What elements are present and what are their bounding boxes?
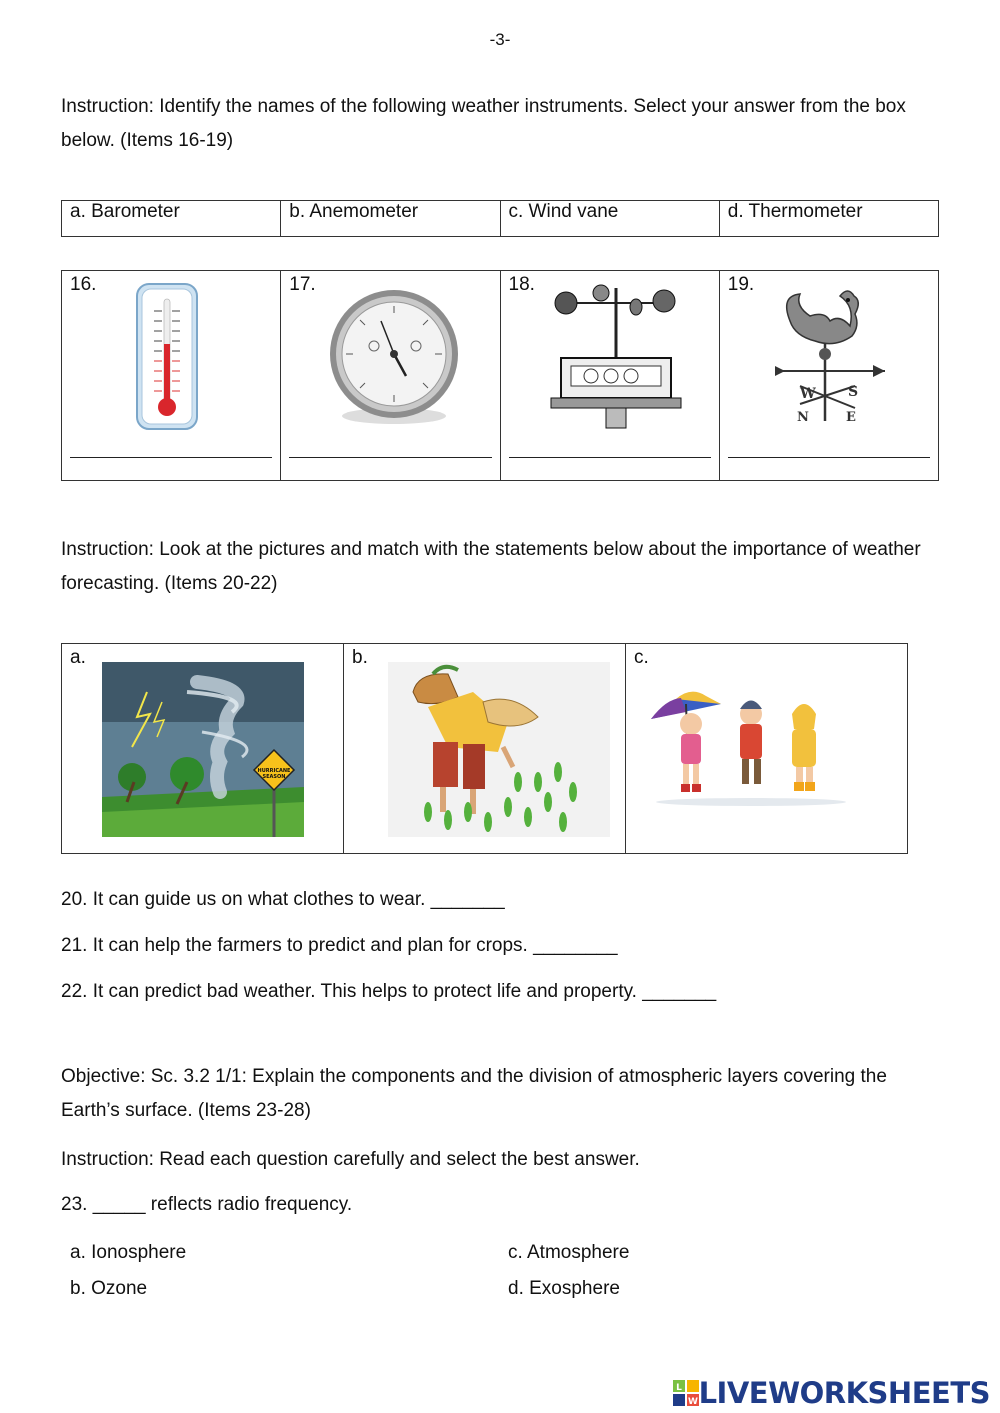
liveworksheets-logo xyxy=(673,1378,990,1408)
picture-label: b. xyxy=(352,647,368,668)
item-number: 16. xyxy=(70,274,97,295)
liveworksheets-logo-icon xyxy=(673,1380,699,1406)
anemometer-icon xyxy=(546,283,686,433)
svg-text:W: W xyxy=(799,386,816,402)
question-23: 23. _____ reflects radio frequency. xyxy=(61,1194,353,1215)
answer-blank-16[interactable] xyxy=(70,454,272,458)
hurricane-storm-image xyxy=(102,662,304,837)
instruction-weather-instruments: Instruction: Identify the names of the following weather instruments. Select your answer from the box below. (Items 16-19) xyxy=(61,96,906,151)
picture-matching-table xyxy=(61,643,908,854)
logo-text: LIVEWORKSHEETS xyxy=(698,1376,990,1410)
instruction-weather-forecasting: Instruction: Look at the pictures and match with the statements below about the importance of weather forecasting. (Items 20-22) xyxy=(61,539,921,594)
instruction-read-carefully: Instruction: Read each question carefully and select the best answer. xyxy=(61,1149,640,1170)
item-19-cell xyxy=(719,271,938,481)
option-a[interactable]: a. Ionosphere xyxy=(70,1242,187,1263)
wind-vane-icon xyxy=(770,286,900,431)
statement-22: 22. It can predict bad weather. This helps to protect life and property. _______ xyxy=(61,981,717,1002)
logo-letter-l: L xyxy=(675,1383,682,1393)
logo-letter-w: W xyxy=(687,1397,698,1406)
answer-blank-19[interactable] xyxy=(728,454,930,458)
children-in-rain-gear-image xyxy=(646,684,856,809)
choice-anemometer: b. Anemometer xyxy=(281,201,500,237)
picture-b-cell xyxy=(344,644,626,854)
option-d[interactable]: d. Exosphere xyxy=(508,1278,620,1299)
svg-text:S: S xyxy=(847,384,858,400)
option-b[interactable]: b. Ozone xyxy=(70,1278,148,1299)
sign-text-hurricane: HURRICANE xyxy=(257,768,291,774)
sign-text-season: SEASON xyxy=(262,774,286,780)
picture-label: c. xyxy=(634,647,649,668)
svg-text:N: N xyxy=(796,410,809,425)
answer-blank-18[interactable] xyxy=(509,454,711,458)
item-number: 19. xyxy=(727,274,755,295)
page-number: -3- xyxy=(489,30,511,49)
statement-20: 20. It can guide us on what clothes to wear. _______ xyxy=(61,889,505,910)
statement-21: 21. It can help the farmers to predict and plan for crops. ________ xyxy=(61,935,618,956)
item-16-cell xyxy=(62,271,281,481)
thermometer-icon xyxy=(132,281,202,431)
farmer-planting-rice-image xyxy=(388,662,610,837)
barometer-icon xyxy=(326,286,461,426)
answer-choice-box xyxy=(61,200,939,237)
picture-label: a. xyxy=(70,647,86,668)
picture-c-cell xyxy=(626,644,908,854)
item-number: 17. xyxy=(289,274,316,295)
choice-barometer: a. Barometer xyxy=(62,201,281,237)
item-18-cell xyxy=(500,271,719,481)
instrument-items-table xyxy=(61,270,939,481)
picture-a-cell xyxy=(62,644,344,854)
svg-text:E: E xyxy=(845,410,856,425)
objective-text: Objective: Sc. 3.2 1/1: Explain the components and the division of atmospheric layers covering the Earth’s surface. (Items 23-28) xyxy=(61,1066,887,1121)
choice-wind-vane: c. Wind vane xyxy=(500,201,719,237)
item-number: 18. xyxy=(508,274,535,295)
answer-blank-17[interactable] xyxy=(289,454,491,458)
choice-thermometer: d. Thermometer xyxy=(719,201,938,237)
option-c[interactable]: c. Atmosphere xyxy=(508,1242,630,1263)
item-17-cell xyxy=(281,271,500,481)
